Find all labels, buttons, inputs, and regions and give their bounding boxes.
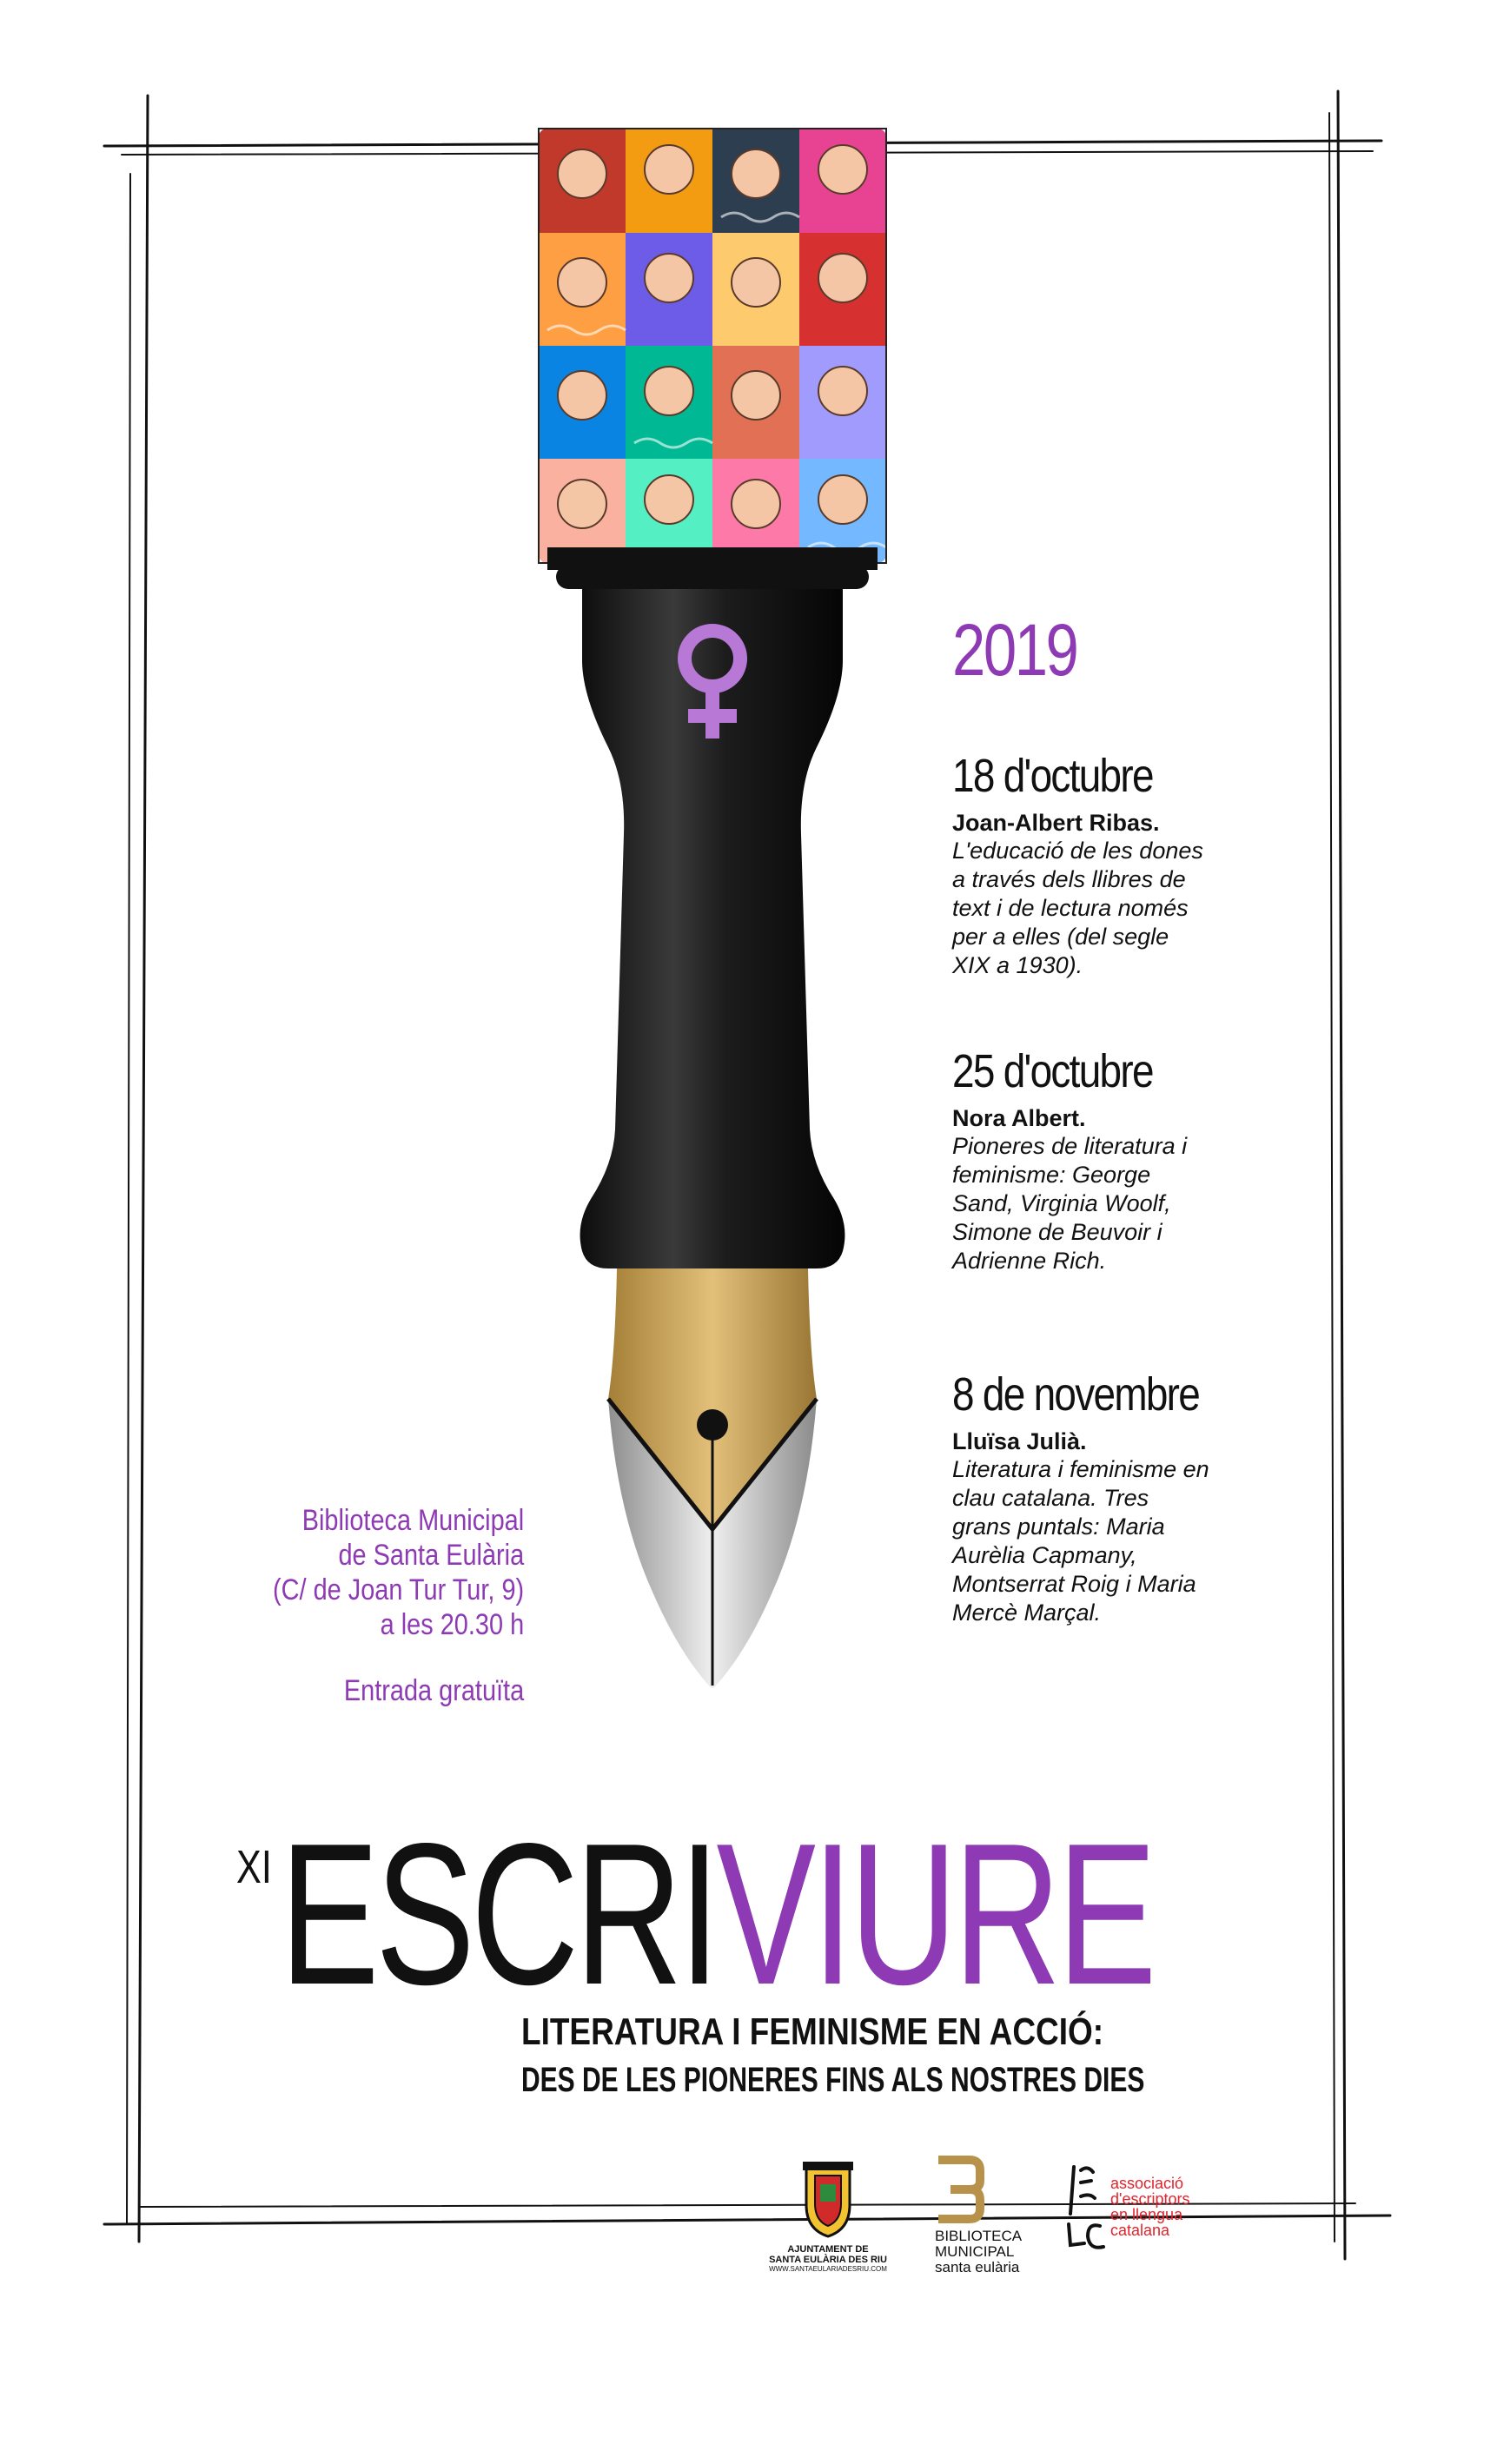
event-3: [952, 1368, 1242, 1627]
biblioteca-line-1: BIBLIOTECA: [935, 2228, 1023, 2244]
event-description: Pioneres de literatura i feminisme: George Sand, Virginia Woolf, Simone de Beuvoir i Adrienne Rich.: [952, 1133, 1188, 1274]
subtitle-line-2: DES DE LES PIONERES FINS ALS NOSTRES DIES: [521, 2061, 1145, 2099]
subtitle-line-1: LITERATURA I FEMINISME EN ACCIÓ:: [521, 2010, 1104, 2053]
biblioteca-logo-mark: [935, 2155, 987, 2224]
aelc-line-1: associació: [1110, 2175, 1184, 2192]
nib-breather-hole: [697, 1409, 728, 1441]
ajuntament-url: WWW.SANTAEULARIADESRIU.COM: [769, 2265, 887, 2273]
venue-line-1: Biblioteca Municipal: [301, 1504, 524, 1537]
event-2: [952, 1044, 1213, 1275]
event-date: 18 d'octubre: [952, 750, 1153, 802]
fountain-pen-illustration: [487, 122, 938, 1703]
aelc-logo: [1062, 2162, 1218, 2257]
aelc-line-2: d'escriptors: [1110, 2190, 1190, 2208]
event-author: Joan-Albert Ribas.: [952, 810, 1160, 836]
aelc-text: [1110, 2176, 1189, 2238]
year: 2019: [952, 609, 1077, 691]
event-description: Literatura i feminisme en clau catalana. Tres grans puntals: Maria Aurèlia Capmany, Montserrat Roig i Maria Mercè Marçal.: [952, 1456, 1209, 1626]
pen-body: [580, 573, 845, 1268]
aelc-line-4: catalana: [1110, 2222, 1170, 2239]
venue-line-2: de Santa Eulària: [338, 1539, 524, 1572]
event-description: L'educació de les dones a través dels llibres de text i de lectura només per a elles (del segle XIX a 1930).: [952, 838, 1203, 978]
venue-line-4: a les 20.30 h: [380, 1608, 524, 1641]
aelc-line-3: en llengua: [1110, 2206, 1183, 2223]
ajuntament-logo: [745, 2162, 911, 2273]
entry-info: Entrada gratuïta: [343, 1674, 524, 1707]
ajuntament-line-2: SANTA EULÀRIA DES RIU: [769, 2255, 887, 2265]
venue-line-3: (C/ de Joan Tur Tur, 9): [272, 1573, 524, 1606]
venue-info: [273, 1503, 524, 1708]
biblioteca-line-2: MUNICIPAL: [935, 2243, 1015, 2260]
title-part-viure: VIURE: [716, 1802, 1153, 2027]
ajuntament-line-1: AJUNTAMENT DE: [787, 2244, 869, 2255]
main-title: [280, 1802, 1153, 2027]
women-crowd-illustration: [539, 129, 886, 563]
event-author: Nora Albert.: [952, 1105, 1086, 1131]
ajuntament-shield-logo: [745, 2162, 911, 2240]
event-date: 8 de novembre: [952, 1368, 1200, 1421]
aelc-logo-mark: [1062, 2162, 1114, 2257]
event-author: Lluïsa Julià.: [952, 1428, 1087, 1454]
biblioteca-logo: [935, 2155, 1030, 2275]
biblioteca-line-3: santa eulària: [935, 2259, 1020, 2275]
edition-number: XI: [236, 1841, 272, 1893]
event-1: [952, 749, 1213, 980]
event-date: 25 d'octubre: [952, 1045, 1153, 1097]
title-part-escri: ESCRI: [280, 1802, 717, 2027]
